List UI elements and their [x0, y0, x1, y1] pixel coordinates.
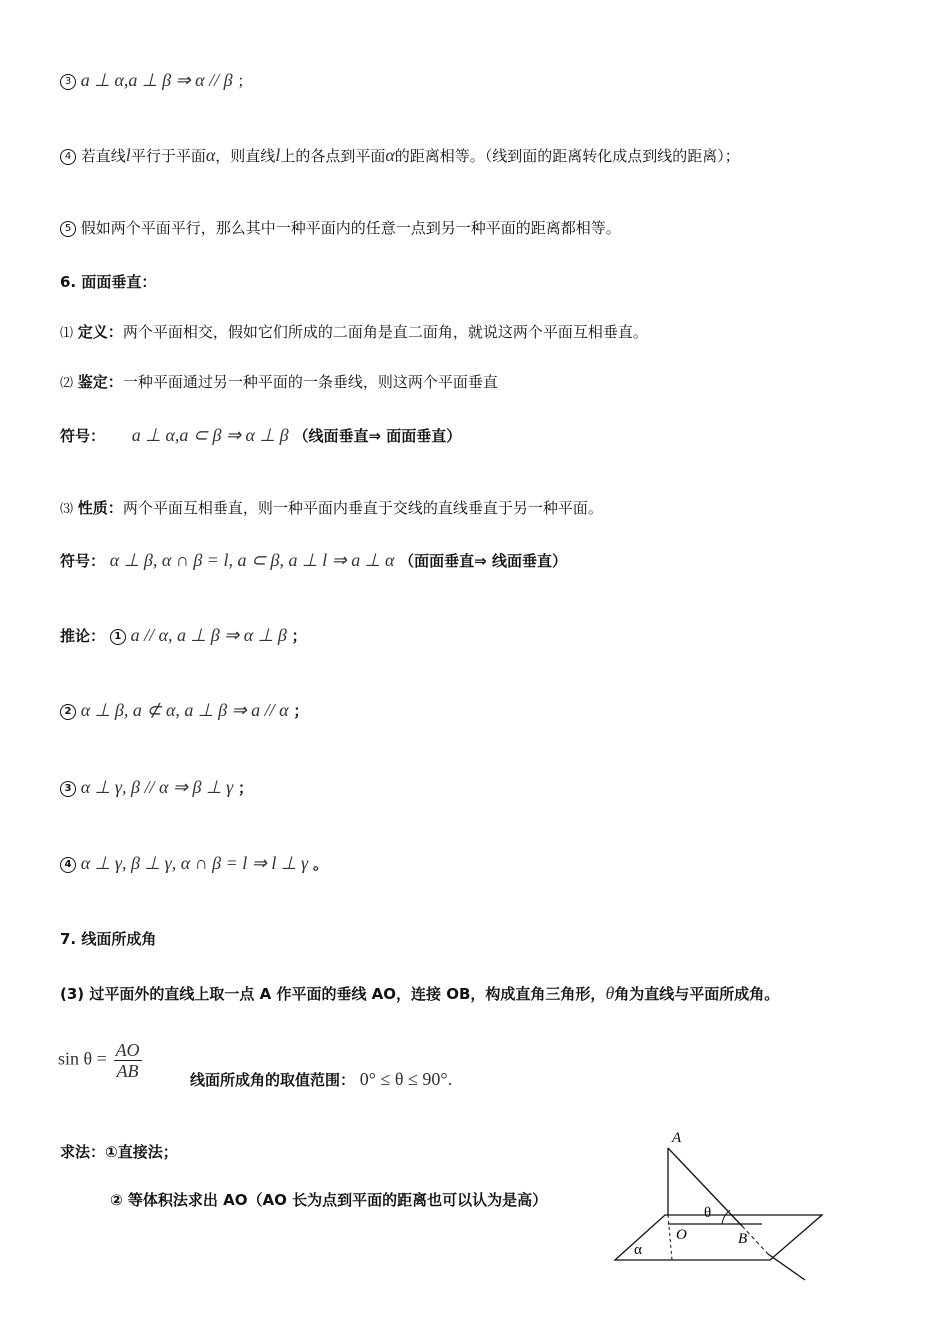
- text: 的距离相等。（线到面的距离转化成点到线的距离）；: [394, 147, 740, 165]
- label: 定义：: [77, 323, 123, 341]
- punct: ；: [237, 72, 253, 90]
- sin-lhs: sin θ =: [58, 1048, 107, 1069]
- label-alpha: α: [634, 1242, 642, 1258]
- label: 求法：: [60, 1143, 106, 1161]
- punct: ；: [293, 702, 309, 720]
- method-line: [60, 1142, 178, 1162]
- text: 过平面外的直线上取一点 A 作平面的垂线 AO，连接 OB，构成直角三角形，: [89, 985, 606, 1003]
- heading-6: 6. 面面垂直：: [60, 273, 157, 291]
- var-alpha: α: [205, 145, 216, 165]
- angle-paragraph: [60, 983, 779, 1004]
- line-plane-angle-figure: [600, 1120, 840, 1290]
- num: ⑶: [60, 502, 74, 517]
- label: 性质：: [77, 499, 123, 517]
- punct: ；: [291, 627, 307, 645]
- property-line: [60, 498, 603, 520]
- text: 上的各点到平面: [280, 147, 386, 165]
- sin-formula-line: [58, 1040, 144, 1090]
- corollary-3: [60, 777, 253, 798]
- range-line: [190, 1069, 452, 1090]
- item-3-line: [60, 70, 252, 91]
- symbol-line-2: [60, 550, 567, 571]
- var-l: l: [125, 145, 131, 165]
- label-A: A: [672, 1130, 682, 1146]
- method-1: ①直接法；: [105, 1143, 178, 1161]
- hidden-perpendicular: [668, 1215, 672, 1260]
- text: 角为直线与平面所成角。: [614, 985, 780, 1003]
- circled-4: 4: [60, 149, 76, 165]
- range: 0° ≤ θ ≤ 90°: [359, 1069, 448, 1089]
- formula: α ⊥ γ, β // α ⇒ β ⊥ γ: [80, 777, 234, 797]
- circled-1: 1: [110, 629, 126, 645]
- plane-alpha: [615, 1215, 822, 1260]
- var-l: l: [275, 145, 281, 165]
- punct: 。: [312, 855, 328, 873]
- range-label: 线面所成角的取值范围：: [190, 1071, 356, 1089]
- label-theta: θ: [704, 1205, 712, 1221]
- num: ⑵: [60, 376, 74, 391]
- num: ⑴: [60, 326, 74, 341]
- punct: .: [447, 1071, 453, 1089]
- num: (3): [60, 985, 85, 1003]
- circled-2: 2: [60, 704, 76, 720]
- denominator: AB: [116, 1061, 139, 1081]
- text: 若直线: [80, 147, 126, 165]
- item-4-line: [60, 145, 740, 166]
- fraction: [114, 1040, 142, 1081]
- corollary-4: [60, 853, 328, 874]
- label: 鉴定：: [77, 373, 123, 391]
- label: 符号：: [60, 552, 106, 570]
- oblique-extension: [768, 1254, 805, 1280]
- formula: α ⊥ β, α ∩ β = l, a ⊂ β, a ⊥ l ⇒ a ⊥ α: [109, 550, 395, 570]
- formula: α ⊥ γ, β ⊥ γ, α ∩ β = l ⇒ l ⊥ γ: [80, 853, 309, 873]
- label-B: B: [738, 1231, 748, 1247]
- formula: α ⊥ β, a ⊄ α, a ⊥ β ⇒ a // α: [80, 700, 289, 720]
- corollary-2: [60, 700, 308, 721]
- label: 符号：: [60, 427, 106, 445]
- theta: θ: [605, 983, 615, 1003]
- text: 一种平面通过另一种平面的一条垂线，则这两个平面垂直: [122, 373, 498, 391]
- item-5-line: [60, 218, 621, 238]
- formula: a // α, a ⊥ β ⇒ α ⊥ β: [130, 625, 287, 645]
- circled-3: 3: [60, 781, 76, 797]
- punct: ；: [238, 779, 254, 797]
- circled-4: 4: [60, 857, 76, 873]
- var-alpha: α: [385, 145, 395, 165]
- text: 两个平面相交，假如它们所成的二面角是直二面角，就说这两个平面互相垂直。: [122, 323, 648, 341]
- definition-line: [60, 322, 648, 344]
- note: （面面垂直⇒ 线面垂直）: [399, 552, 567, 570]
- symbol-line-1: [60, 425, 461, 446]
- numerator: AO: [115, 1040, 140, 1060]
- text: 两个平面互相垂直，则一种平面内垂直于交线的直线垂直于另一种平面。: [122, 499, 603, 517]
- formula: a ⊥ α,a ⊂ β ⇒ α ⊥ β: [131, 425, 289, 445]
- circled-3: 3: [60, 74, 76, 90]
- label-O: O: [676, 1227, 687, 1243]
- judgment-line: [60, 372, 498, 394]
- method-2-line: ② 等体积法求出 AO（AO 长为点到平面的距离也可以认为是高）: [110, 1191, 548, 1209]
- text: ，则直线: [215, 147, 276, 165]
- circled-5: 5: [60, 221, 76, 237]
- text: 平行于平面: [130, 147, 206, 165]
- note: （线面垂直⇒ 面面垂直）: [293, 427, 462, 445]
- label: 推论：: [60, 627, 106, 645]
- heading-7: 7. 线面所成角: [60, 930, 157, 948]
- text: 假如两个平面平行，那么其中一种平面内的任意一点到另一种平面的距离都相等。: [80, 219, 621, 237]
- corollary-1: [60, 625, 307, 646]
- formula: a ⊥ α,a ⊥ β ⇒ α // β: [80, 70, 233, 90]
